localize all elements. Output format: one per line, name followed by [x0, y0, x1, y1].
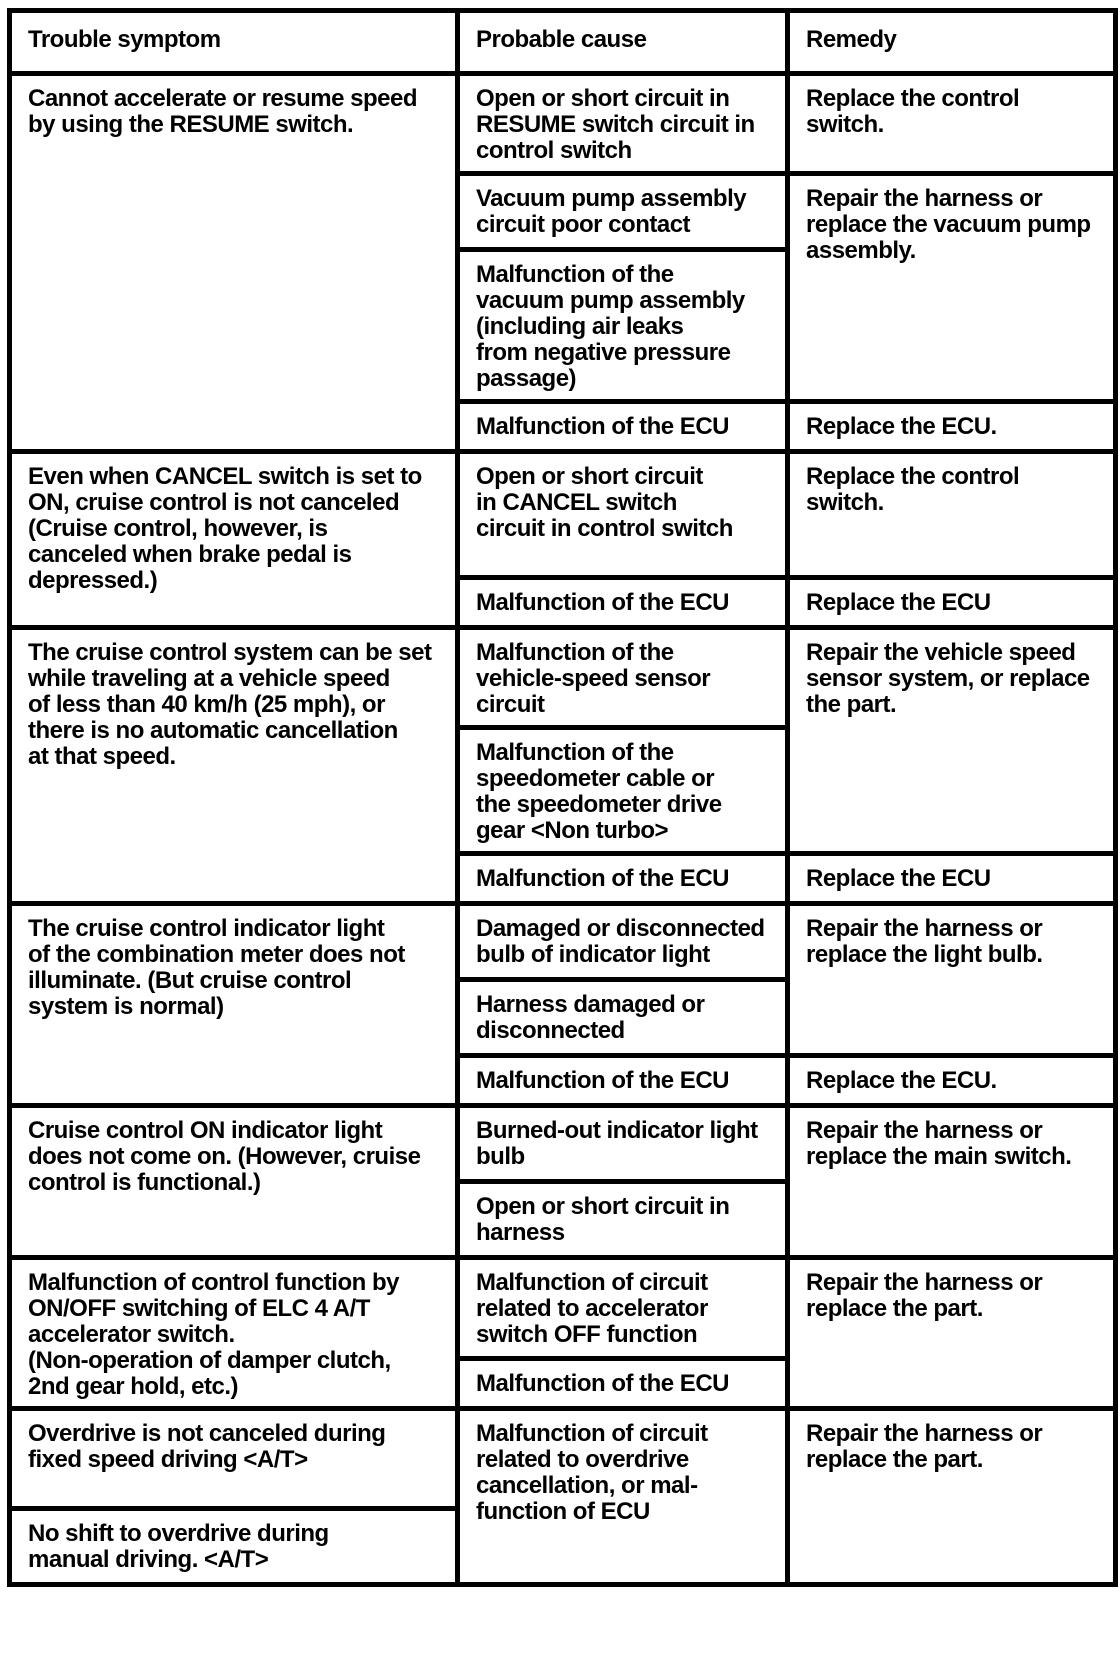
remedy-cell: Repair the harness or replace the vacuum pump assembly.: [788, 174, 1116, 402]
cause-cell: Malfunction of the ECU: [458, 578, 788, 628]
symptom-cell: Cannot accelerate or resume speed by using the RESUME switch.: [10, 74, 458, 452]
symptom-cell: Even when CANCEL switch is set to ON, cruise control is not canceled (Cruise control, however, is canceled when brake pedal is depressed.): [10, 452, 458, 628]
header-remedy: Remedy: [788, 11, 1116, 74]
remedy-cell: Repair the harness or replace the light bulb.: [788, 904, 1116, 1056]
cause-cell: Malfunction of the ECU: [458, 1056, 788, 1106]
troubleshooting-table: [7, 8, 1118, 1587]
symptom-cell: The cruise control indicator light of the combination meter does not illuminate. (But cruise control system is normal): [10, 904, 458, 1106]
troubleshooting-sheet: [7, 8, 1113, 1648]
remedy-cell: Replace the control switch.: [788, 452, 1116, 578]
remedy-cell: Replace the ECU: [788, 854, 1116, 904]
cause-cell: Malfunction of the vacuum pump assembly (including air leaks from negative pressure passage): [458, 250, 788, 402]
remedy-cell: Replace the control switch.: [788, 74, 1116, 174]
cause-cell: Malfunction of the speedometer cable or the speedometer drive gear <Non turbo>: [458, 728, 788, 854]
cause-cell: Open or short circuit in RESUME switch circuit in control switch: [458, 74, 788, 174]
remedy-cell: Repair the vehicle speed sensor system, or replace the part.: [788, 628, 1116, 854]
cause-cell: Harness damaged or disconnected: [458, 980, 788, 1056]
remedy-cell: Replace the ECU.: [788, 1056, 1116, 1106]
cause-cell: Malfunction of the ECU: [458, 402, 788, 452]
symptom-cell: Cruise control ON indicator light does not come on. (However, cruise control is functional.): [10, 1106, 458, 1258]
symptom-cell: Overdrive is not canceled during fixed speed driving <A/T>: [10, 1409, 458, 1509]
symptom-cell: The cruise control system can be set while traveling at a vehicle speed of less than 40 km/h (25 mph), or there is no automatic cancellation at that speed.: [10, 628, 458, 904]
header-probable-cause: Probable cause: [458, 11, 788, 74]
remedy-cell: Repair the harness or replace the part.: [788, 1258, 1116, 1409]
cause-cell: Damaged or disconnected bulb of indicator light: [458, 904, 788, 980]
table-row: [10, 452, 1116, 578]
table-row: [10, 628, 1116, 728]
remedy-cell: Repair the harness or replace the part.: [788, 1409, 1116, 1585]
cause-cell: Burned-out indicator light bulb: [458, 1106, 788, 1182]
remedy-cell: Replace the ECU: [788, 578, 1116, 628]
table-row: [10, 904, 1116, 980]
cause-cell: Malfunction of the ECU: [458, 1358, 788, 1408]
cause-cell: Malfunction of the vehicle-speed sensor circuit: [458, 628, 788, 728]
cause-cell: Vacuum pump assembly circuit poor contact: [458, 174, 788, 250]
symptom-cell: No shift to overdrive during manual driving. <A/T>: [10, 1509, 458, 1585]
cause-cell: Open or short circuit in CANCEL switch circuit in control switch: [458, 452, 788, 578]
remedy-cell: Replace the ECU.: [788, 402, 1116, 452]
cause-cell: Open or short circuit in harness: [458, 1182, 788, 1258]
cause-cell: Malfunction of circuit related to accelerator switch OFF function: [458, 1258, 788, 1359]
table-row: [10, 74, 1116, 174]
table-row: [10, 1258, 1116, 1359]
header-row: [10, 11, 1116, 74]
table-row: [10, 1409, 1116, 1509]
cause-cell: Malfunction of circuit related to overdrive cancellation, or mal- function of ECU: [458, 1409, 788, 1585]
table-row: [10, 1106, 1116, 1182]
cause-cell: Malfunction of the ECU: [458, 854, 788, 904]
remedy-cell: Repair the harness or replace the main switch.: [788, 1106, 1116, 1258]
header-trouble-symptom: Trouble symptom: [10, 11, 458, 74]
symptom-cell: Malfunction of control function by ON/OFF switching of ELC 4 A/T accelerator switch. (Non-operation of damper clutch, 2nd gear hold, etc.): [10, 1258, 458, 1409]
